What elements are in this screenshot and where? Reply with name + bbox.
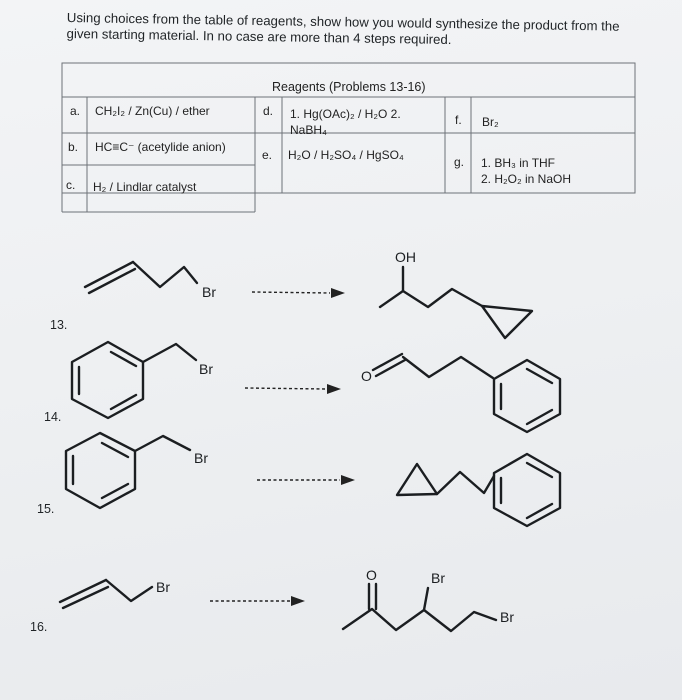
reagent-a-text: CH₂I₂ / Zn(Cu) / ether: [95, 104, 210, 118]
reagent-c-letter: c.: [66, 178, 76, 192]
instructions-text: Using choices from the table of reagents, show how you would synthesize the product from the given starting material. In no case are more than 4 steps required.: [66, 10, 620, 48]
reagent-b-text: HC≡C⁻ (acetylide anion): [95, 140, 226, 154]
problem-14-product: [361, 354, 560, 432]
problem-13-product: [380, 249, 532, 338]
problem-13-arrowhead: [331, 288, 345, 298]
problem-15-starting-material: [66, 433, 208, 508]
reagent-d-letter: d.: [263, 104, 274, 118]
reagent-d-line2: NaBH₄: [290, 123, 327, 137]
problem-13-starting-material: [85, 262, 216, 300]
problem-14-arrowhead: [327, 384, 341, 394]
problem-16-arrowhead: [291, 596, 305, 606]
problem-16-product-br1: Br: [431, 570, 445, 586]
problem-15-product: [397, 454, 560, 526]
problem-14-starting-material: [72, 342, 213, 418]
reagent-g-line2: 2. H₂O₂ in NaOH: [481, 172, 572, 186]
reagent-c-text: H₂ / Lindlar catalyst: [93, 180, 197, 194]
problem-14-start-br: Br: [199, 361, 213, 377]
problem-16-number: 16.: [30, 620, 48, 634]
problem-16-product-o: O: [366, 567, 377, 583]
problem-16-starting-material: [60, 579, 170, 608]
problem-16-start-br: Br: [156, 579, 170, 595]
reagent-f-text: Br₂: [482, 115, 499, 129]
problem-14-arrow: [245, 388, 326, 389]
reagent-b-letter: b.: [68, 140, 79, 154]
problem-13-product-oh: OH: [395, 249, 416, 265]
problem-13-arrow: [252, 292, 330, 293]
problem-14-number: 14.: [44, 410, 62, 424]
table-header: Reagents (Problems 13-16): [272, 80, 426, 94]
reagent-g-line1: 1. BH₃ in THF: [481, 156, 556, 170]
problem-15-number: 15.: [37, 502, 55, 516]
reagent-f-letter: f.: [455, 113, 462, 127]
problem-15-arrowhead: [341, 475, 355, 485]
reagent-g-letter: g.: [454, 155, 465, 169]
problem-15-start-br: Br: [194, 450, 208, 466]
reagent-a-letter: a.: [70, 104, 81, 118]
problem-16-product-br2: Br: [500, 609, 514, 625]
reagent-e-text: H₂O / H₂SO₄ / HgSO₄: [288, 148, 404, 162]
problem-16-product: [343, 567, 514, 631]
reagent-e-letter: e.: [262, 148, 273, 162]
reagent-d-line1: 1. Hg(OAc)₂ / H₂O 2.: [290, 107, 401, 121]
problem-13-start-br: Br: [202, 284, 216, 300]
problem-14-product-o: O: [361, 368, 372, 384]
problem-13-number: 13.: [50, 318, 68, 332]
